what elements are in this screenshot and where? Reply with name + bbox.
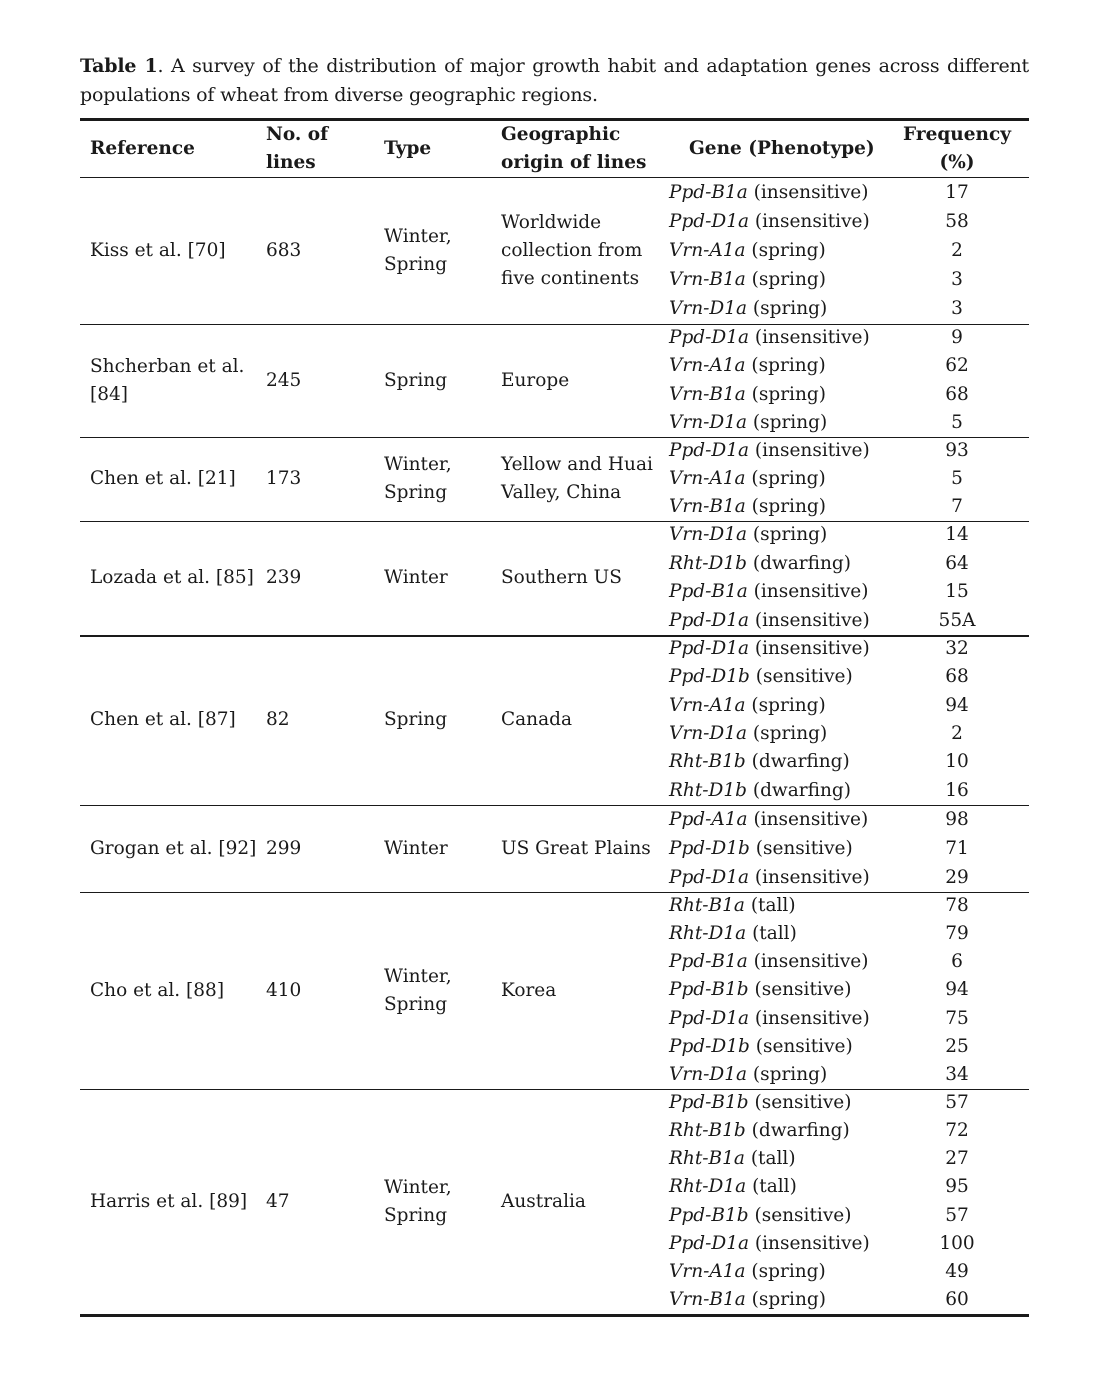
gene-phenotype: (sensitive) — [755, 1035, 853, 1057]
gene-entry — [669, 1288, 870, 1312]
table-row-group — [80, 635, 1029, 805]
type-cell — [384, 892, 452, 1089]
gene-entry — [669, 552, 870, 576]
gene-phenotype: (dwarfing) — [751, 751, 850, 773]
row-group-separator — [80, 1089, 1029, 1090]
gene-entry — [669, 1232, 870, 1256]
gene-phenotype: (sensitive) — [754, 1204, 852, 1226]
gene-list — [669, 805, 870, 892]
gene-entry — [669, 523, 870, 547]
frequency-value: 94 — [945, 694, 969, 716]
gene-symbol: Ppd-B1a — [669, 951, 748, 973]
frequency-value: 68 — [945, 666, 969, 688]
gene-entry — [669, 1260, 870, 1284]
gene-entry — [669, 467, 870, 491]
frequency-list — [892, 1089, 1022, 1314]
origin-line: collection from — [501, 240, 643, 261]
gene-entry — [669, 837, 870, 861]
frequency-value: 9 — [951, 327, 963, 349]
reference-line: Lozada et al. [85] — [90, 567, 254, 588]
no-of-lines: 173 — [266, 468, 302, 489]
table-row-group — [80, 437, 1029, 521]
table-row-group — [80, 892, 1029, 1089]
frequency-value: 14 — [945, 524, 969, 546]
gene-phenotype: (tall) — [750, 1148, 796, 1170]
gene-entry — [669, 922, 870, 946]
gene-entry — [669, 978, 870, 1002]
reference-line: Chen et al. [87] — [90, 709, 236, 730]
header-no-of-lines — [266, 121, 328, 177]
reference-cell — [90, 178, 260, 324]
header-lines-line2: lines — [266, 152, 316, 173]
frequency-value: 68 — [945, 383, 969, 405]
frequency-value: 6 — [951, 951, 963, 973]
gene-entry — [669, 1091, 870, 1115]
reference-cell — [90, 1089, 260, 1314]
frequency-list — [892, 521, 1022, 635]
origin-cell — [501, 178, 642, 324]
frequency-value: 60 — [945, 1288, 969, 1310]
gene-symbol: Ppd-D1b — [669, 666, 750, 688]
gene-phenotype: (insensitive) — [753, 181, 869, 203]
reference-line: Kiss et al. [70] — [90, 240, 226, 261]
gene-entry — [669, 297, 870, 321]
no-of-lines: 239 — [266, 567, 302, 588]
table-bottom-rule — [80, 1314, 1029, 1317]
gene-phenotype: (spring) — [751, 239, 826, 261]
gene-phenotype: (tall) — [750, 895, 796, 917]
frequency-value: 57 — [945, 1092, 969, 1114]
table-row-group — [80, 805, 1029, 892]
gene-phenotype: (sensitive) — [754, 979, 852, 1001]
table-header — [80, 121, 1029, 178]
no-of-lines: 410 — [266, 979, 302, 1001]
gene-entry — [669, 239, 870, 263]
origin-cell — [501, 521, 622, 635]
gene-symbol: Ppd-B1a — [669, 581, 748, 603]
gene-phenotype: (insensitive) — [753, 581, 869, 603]
gene-phenotype: (spring) — [751, 269, 826, 291]
table-row-group — [80, 324, 1029, 437]
gene-symbol: Vrn-B1a — [669, 496, 746, 517]
reference-line: Chen et al. [21] — [90, 468, 236, 489]
origin-cell — [501, 892, 556, 1089]
gene-phenotype: (insensitive) — [754, 866, 870, 888]
type-line: Winter, — [384, 1176, 452, 1198]
gene-entry — [669, 181, 870, 205]
table-row-group — [80, 1089, 1029, 1314]
no-of-lines: 82 — [266, 709, 290, 730]
reference-cell — [90, 635, 260, 805]
type-line: Spring — [384, 709, 448, 730]
gene-symbol: Rht-D1a — [669, 923, 747, 945]
origin-cell — [501, 324, 569, 437]
gene-entry — [669, 439, 870, 463]
gene-list — [669, 521, 870, 635]
frequency-value: 16 — [945, 779, 969, 801]
gene-phenotype: (spring) — [751, 694, 826, 716]
gene-entry — [669, 866, 870, 890]
frequency-value: 75 — [945, 1007, 969, 1029]
gene-symbol: Ppd-B1b — [669, 979, 749, 1001]
gene-symbol: Ppd-D1a — [669, 609, 750, 631]
frequency-value: 93 — [945, 440, 969, 461]
type-cell — [384, 1089, 452, 1314]
frequency-value: 2 — [951, 239, 963, 261]
gene-symbol: Rht-D1b — [669, 552, 747, 574]
type-cell — [384, 521, 448, 635]
gene-list — [669, 1089, 870, 1314]
gene-phenotype: (spring) — [751, 355, 826, 377]
reference-line: Harris et al. [89] — [90, 1190, 248, 1212]
frequency-value: 100 — [939, 1232, 975, 1254]
type-line: Winter — [384, 837, 448, 859]
gene-list — [669, 437, 870, 521]
reference-cell — [90, 324, 260, 437]
frequency-list — [892, 805, 1022, 892]
header-lines-line1: No. of — [266, 124, 329, 145]
gene-symbol: Vrn-D1a — [669, 1063, 748, 1085]
frequency-value: 32 — [945, 638, 969, 660]
frequency-value: 2 — [951, 723, 963, 745]
gene-symbol: Vrn-A1a — [669, 468, 746, 489]
gene-phenotype: (insensitive) — [754, 1232, 870, 1254]
origin-line: Australia — [501, 1190, 586, 1212]
frequency-value: 71 — [945, 837, 969, 859]
frequency-value: 5 — [951, 411, 963, 433]
no-of-lines-cell — [266, 805, 301, 892]
gene-symbol: Rht-B1b — [669, 1120, 746, 1142]
frequency-value: 5 — [951, 468, 963, 489]
origin-line: US Great Plains — [501, 837, 651, 859]
gene-phenotype: (tall) — [752, 1176, 797, 1198]
gene-symbol: Ppd-D1a — [669, 1232, 750, 1254]
frequency-value: 34 — [945, 1063, 969, 1085]
gene-symbol: Ppd-B1a — [669, 181, 748, 203]
frequency-value: 78 — [945, 895, 969, 917]
gene-phenotype: (dwarfing) — [751, 1120, 850, 1142]
gene-symbol: Rht-D1a — [669, 1176, 747, 1198]
gene-entry — [669, 779, 870, 803]
type-cell — [384, 805, 448, 892]
gene-symbol: Ppd-B1b — [669, 1092, 749, 1114]
no-of-lines-cell — [266, 178, 301, 324]
gene-phenotype: (dwarfing) — [752, 779, 851, 801]
header-origin-line2: origin of lines — [501, 152, 647, 173]
frequency-value: 58 — [945, 210, 969, 232]
type-line: Winter, — [384, 454, 452, 475]
reference-cell — [90, 437, 260, 521]
type-line: Winter, — [384, 965, 452, 987]
gene-entry — [669, 808, 870, 832]
gene-entry — [669, 210, 870, 234]
gene-phenotype: (spring) — [752, 411, 828, 433]
header-type: Type — [384, 138, 432, 159]
row-group-separator — [80, 324, 1029, 325]
gene-phenotype: (spring) — [751, 1260, 826, 1282]
gene-phenotype: (insensitive) — [754, 327, 870, 349]
gene-entry — [669, 495, 870, 519]
origin-line: Worldwide — [501, 212, 602, 233]
header-gene-phenotype: Gene (Phenotype) — [689, 138, 875, 159]
no-of-lines-cell — [266, 437, 301, 521]
no-of-lines: 683 — [266, 240, 302, 261]
type-line: Spring — [384, 254, 448, 275]
gene-phenotype: (spring) — [751, 496, 826, 517]
no-of-lines-cell — [266, 324, 301, 437]
origin-line: Korea — [501, 979, 557, 1001]
gene-symbol: Vrn-D1a — [669, 524, 748, 546]
gene-entry — [669, 354, 870, 378]
gene-list — [669, 178, 870, 324]
frequency-value: 49 — [945, 1260, 969, 1282]
frequency-value: 3 — [951, 298, 963, 320]
type-line: Spring — [384, 482, 448, 503]
gene-phenotype: (sensitive) — [755, 837, 853, 859]
gene-symbol: Vrn-A1a — [669, 1260, 746, 1282]
frequency-value: 17 — [945, 181, 969, 203]
gene-symbol: Rht-B1a — [669, 1148, 745, 1170]
gene-entry — [669, 722, 870, 746]
gene-phenotype: (spring) — [752, 524, 828, 546]
gene-symbol: Ppd-D1b — [669, 837, 750, 859]
gene-symbol: Vrn-B1a — [669, 1288, 746, 1310]
gene-entry — [669, 1007, 870, 1031]
gene-entry — [669, 1119, 870, 1143]
type-cell — [384, 437, 452, 521]
frequency-list — [892, 178, 1022, 324]
origin-cell — [501, 1089, 586, 1314]
gene-phenotype: (insensitive) — [753, 808, 869, 830]
frequency-value: 64 — [945, 552, 969, 574]
gene-symbol: Vrn-A1a — [669, 239, 746, 261]
gene-entry — [669, 950, 870, 974]
gene-list — [669, 892, 870, 1089]
gene-entry — [669, 326, 870, 350]
origin-cell — [501, 805, 651, 892]
origin-line: Yellow and Huai — [501, 454, 653, 475]
origin-cell — [501, 437, 653, 521]
no-of-lines-cell — [266, 635, 290, 805]
gene-symbol: Ppd-D1a — [669, 327, 750, 349]
gene-symbol: Vrn-B1a — [669, 383, 746, 405]
header-frequency-line1: Frequency — [903, 124, 1011, 145]
gene-symbol: Vrn-B1a — [669, 269, 746, 291]
gene-symbol: Ppd-A1a — [669, 808, 748, 830]
frequency-value: 7 — [951, 496, 963, 517]
gene-symbol: Vrn-D1a — [669, 411, 748, 433]
frequency-list — [892, 892, 1022, 1089]
type-cell — [384, 178, 452, 324]
row-group-separator — [80, 635, 1029, 637]
gene-phenotype: (dwarfing) — [752, 552, 851, 574]
frequency-value: 29 — [945, 866, 969, 888]
origin-line: Valley, China — [501, 482, 622, 503]
gene-symbol: Ppd-D1b — [669, 1035, 750, 1057]
gene-symbol: Rht-B1b — [669, 751, 746, 773]
gene-entry — [669, 665, 870, 689]
frequency-value: 3 — [951, 269, 963, 291]
gene-entry — [669, 411, 870, 435]
gene-entry — [669, 268, 870, 292]
caption-label: Table 1 — [80, 55, 158, 77]
frequency-list — [892, 635, 1022, 805]
gene-entry — [669, 1063, 870, 1087]
no-of-lines-cell — [266, 521, 301, 635]
gene-symbol: Ppd-D1a — [669, 440, 750, 461]
type-line: Winter, — [384, 226, 452, 247]
type-line: Winter — [384, 567, 448, 588]
row-group-separator — [80, 437, 1029, 438]
gene-list — [669, 324, 870, 437]
frequency-value: 98 — [945, 808, 969, 830]
header-reference: Reference — [90, 138, 195, 159]
frequency-value: 10 — [945, 751, 969, 773]
gene-phenotype: (insensitive) — [754, 440, 870, 461]
frequency-list — [892, 324, 1022, 437]
caption-text: . A survey of the distribution of major growth habit and adaptation genes across different populations of wheat from diverse geographic regions. — [80, 55, 1029, 106]
origin-cell — [501, 635, 572, 805]
gene-entry — [669, 1035, 870, 1059]
header-geographic-origin — [501, 121, 646, 177]
gene-symbol: Ppd-D1a — [669, 210, 750, 232]
frequency-value: 27 — [945, 1148, 969, 1170]
frequency-value: 94 — [945, 979, 969, 1001]
no-of-lines: 47 — [266, 1190, 290, 1212]
reference-cell — [90, 805, 260, 892]
gene-entry — [669, 580, 870, 604]
origin-line: five continents — [501, 268, 640, 289]
gene-symbol: Ppd-D1a — [669, 638, 750, 660]
gene-phenotype: (spring) — [752, 298, 828, 320]
reference-line: [84] — [90, 383, 128, 405]
gene-entry — [669, 383, 870, 407]
no-of-lines: 299 — [266, 837, 302, 859]
type-cell — [384, 324, 447, 437]
header-frequency-line2: (%) — [939, 152, 975, 173]
gene-symbol: Vrn-A1a — [669, 694, 746, 716]
gene-phenotype: (insensitive) — [753, 951, 869, 973]
gene-symbol: Ppd-D1a — [669, 1007, 750, 1029]
gene-entry — [669, 1204, 870, 1228]
frequency-list — [892, 437, 1022, 521]
gene-phenotype: (insensitive) — [754, 1007, 870, 1029]
gene-phenotype: (sensitive) — [755, 666, 853, 688]
gene-symbol: Rht-B1a — [669, 895, 745, 917]
frequency-value: 95 — [945, 1176, 969, 1198]
gene-entry — [669, 694, 870, 718]
gene-phenotype: (insensitive) — [754, 609, 870, 631]
table-row-group — [80, 521, 1029, 635]
gene-entry — [669, 894, 870, 918]
header-frequency — [892, 121, 1022, 177]
type-line: Spring — [384, 369, 448, 391]
row-group-separator — [80, 521, 1029, 522]
gene-symbol: Ppd-D1a — [669, 866, 750, 888]
table-row-group — [80, 178, 1029, 324]
gene-phenotype: (spring) — [752, 723, 828, 745]
gene-phenotype: (spring) — [751, 468, 826, 489]
frequency-value: 62 — [945, 355, 969, 377]
gene-phenotype: (sensitive) — [754, 1092, 852, 1114]
origin-line: Canada — [501, 709, 573, 730]
gene-phenotype: (spring) — [752, 1063, 828, 1085]
gene-symbol: Rht-D1b — [669, 779, 747, 801]
row-group-separator — [80, 892, 1029, 893]
row-group-separator — [80, 805, 1029, 806]
reference-cell — [90, 521, 260, 635]
frequency-value: 15 — [945, 581, 969, 603]
type-line: Spring — [384, 993, 448, 1015]
no-of-lines-cell — [266, 892, 301, 1089]
gene-entry — [669, 1147, 870, 1171]
frequency-value: 25 — [945, 1035, 969, 1057]
gene-entry — [669, 1175, 870, 1199]
frequency-value: 55A — [938, 609, 976, 631]
gene-entry — [669, 750, 870, 774]
gene-symbol: Vrn-D1a — [669, 723, 748, 745]
no-of-lines-cell — [266, 1089, 290, 1314]
header-origin-line1: Geographic — [501, 124, 621, 145]
origin-line: Europe — [501, 369, 570, 391]
gene-phenotype: (spring) — [751, 383, 826, 405]
type-line: Spring — [384, 1204, 448, 1226]
frequency-value: 57 — [945, 1204, 969, 1226]
reference-line: Grogan et al. [92] — [90, 837, 257, 859]
reference-cell — [90, 892, 260, 1089]
frequency-value: 72 — [945, 1120, 969, 1142]
reference-line: Cho et al. [88] — [90, 979, 225, 1001]
gene-phenotype: (spring) — [751, 1288, 826, 1310]
origin-line: Southern US — [501, 567, 622, 588]
gene-phenotype: (insensitive) — [754, 210, 870, 232]
gene-symbol: Ppd-B1b — [669, 1204, 749, 1226]
table-caption — [80, 52, 1029, 110]
gene-symbol: Vrn-A1a — [669, 355, 746, 377]
gene-phenotype: (tall) — [752, 923, 797, 945]
type-cell — [384, 635, 447, 805]
frequency-value: 79 — [945, 923, 969, 945]
gene-entry — [669, 637, 870, 661]
gene-entry — [669, 609, 870, 633]
gene-symbol: Vrn-D1a — [669, 298, 748, 320]
gene-list — [669, 635, 870, 805]
reference-line: Shcherban et al. — [90, 355, 245, 377]
no-of-lines: 245 — [266, 369, 302, 391]
gene-phenotype: (insensitive) — [754, 638, 870, 660]
